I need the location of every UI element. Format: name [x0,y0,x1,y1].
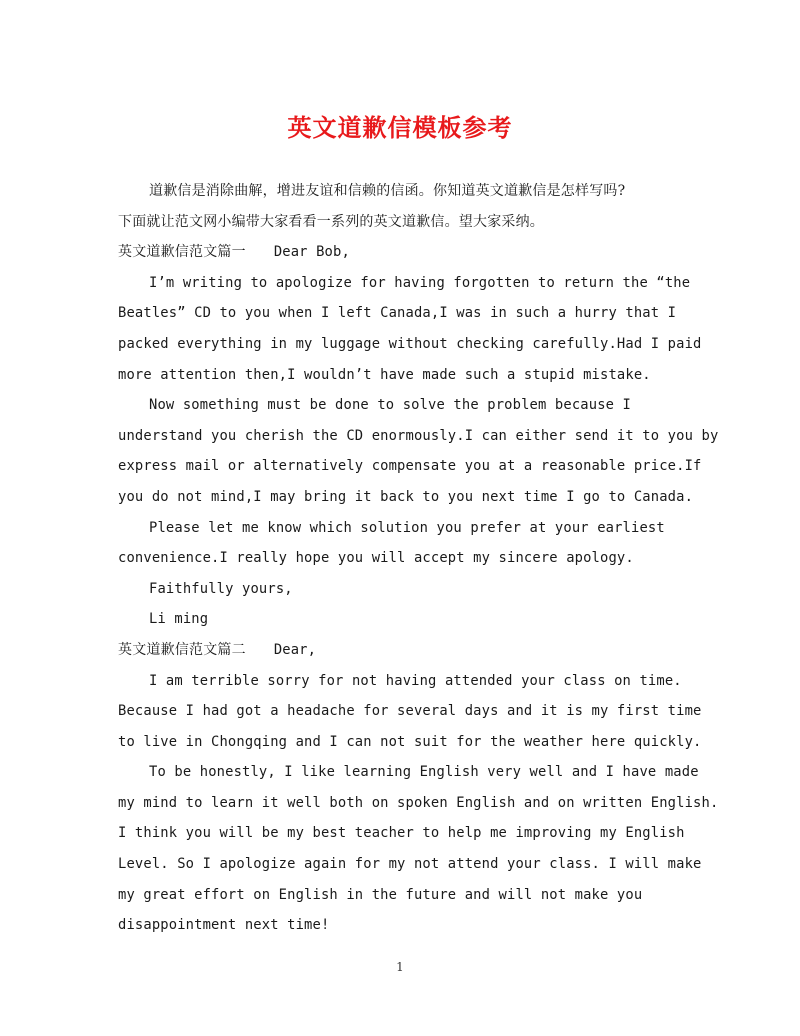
letter2-line: my mind to learn it well both on spoken English and on written English. [118,794,719,811]
document-body [118,176,719,941]
letter1-line: Beatles” CD to you when I left Canada,I was in such a hurry that I [118,305,677,322]
letter1-heading: 英文道歉信范文篇一 [118,244,246,261]
letter1-signature: Li ming [149,611,209,628]
intro-line: 下面就让范文网小编带大家看看一系列的英文道歉信。望大家采纳。 [118,213,544,230]
letter1-line: you do not mind,I may bring it back to you next time I go to Canada. [118,488,694,505]
letter1-line: convenience.I really hope you will accept my sincere apology. [118,550,634,567]
letter2-line: I think you will be my best teacher to help me improving my English [118,825,685,842]
letter2-line: to live in Chongqing and I can not suit for the weather here quickly. [118,733,702,750]
letter2-line: To be honestly, I like learning English very well and I have made [149,764,699,781]
letter1-line: more attention then,I wouldn’t have made such a stupid mistake. [118,366,651,383]
letter1-closing: Faithfully yours, [149,580,293,597]
letter2-heading: 英文道歉信范文篇二 [118,641,246,658]
letter2-line: I am terrible sorry for not having attended your class on time. [149,672,682,689]
document-title: 英文道歉信模板参考 [287,113,513,142]
letter1-line: understand you cherish the CD enormously.I can either send it to you by [118,427,719,444]
letter2-greeting: Dear, [273,641,317,658]
letter1-line: express mail or alternatively compensate you at a reasonable price.If [118,458,702,475]
letter2-heading-row [118,635,683,666]
letter1-heading-row [118,237,683,268]
letter2-line: Level. So I apologize again for my not attend your class. I will make [118,856,702,873]
letter1-line: packed everything in my luggage without checking carefully.Had I paid [118,335,702,352]
page-number: 1 [396,960,404,974]
intro-line: 道歉信是消除曲解，增进友谊和信赖的信函。你知道英文道歉信是怎样写吗? [149,183,626,199]
letter1-line: Now something must be done to solve the problem because I [149,397,632,414]
letter2-line: Because I had got a headache for several days and it is my first time [118,703,702,720]
letter1-line: Please let me know which solution you prefer at your earliest [149,519,665,536]
letter2-line: disappointment next time! [118,917,330,934]
letter2-line: my great effort on English in the future and will not make you [118,886,643,903]
letter1-greeting: Dear Bob, [273,244,350,261]
letter1-line: I’m writing to apologize for having forgotten to return the “the [149,274,691,291]
